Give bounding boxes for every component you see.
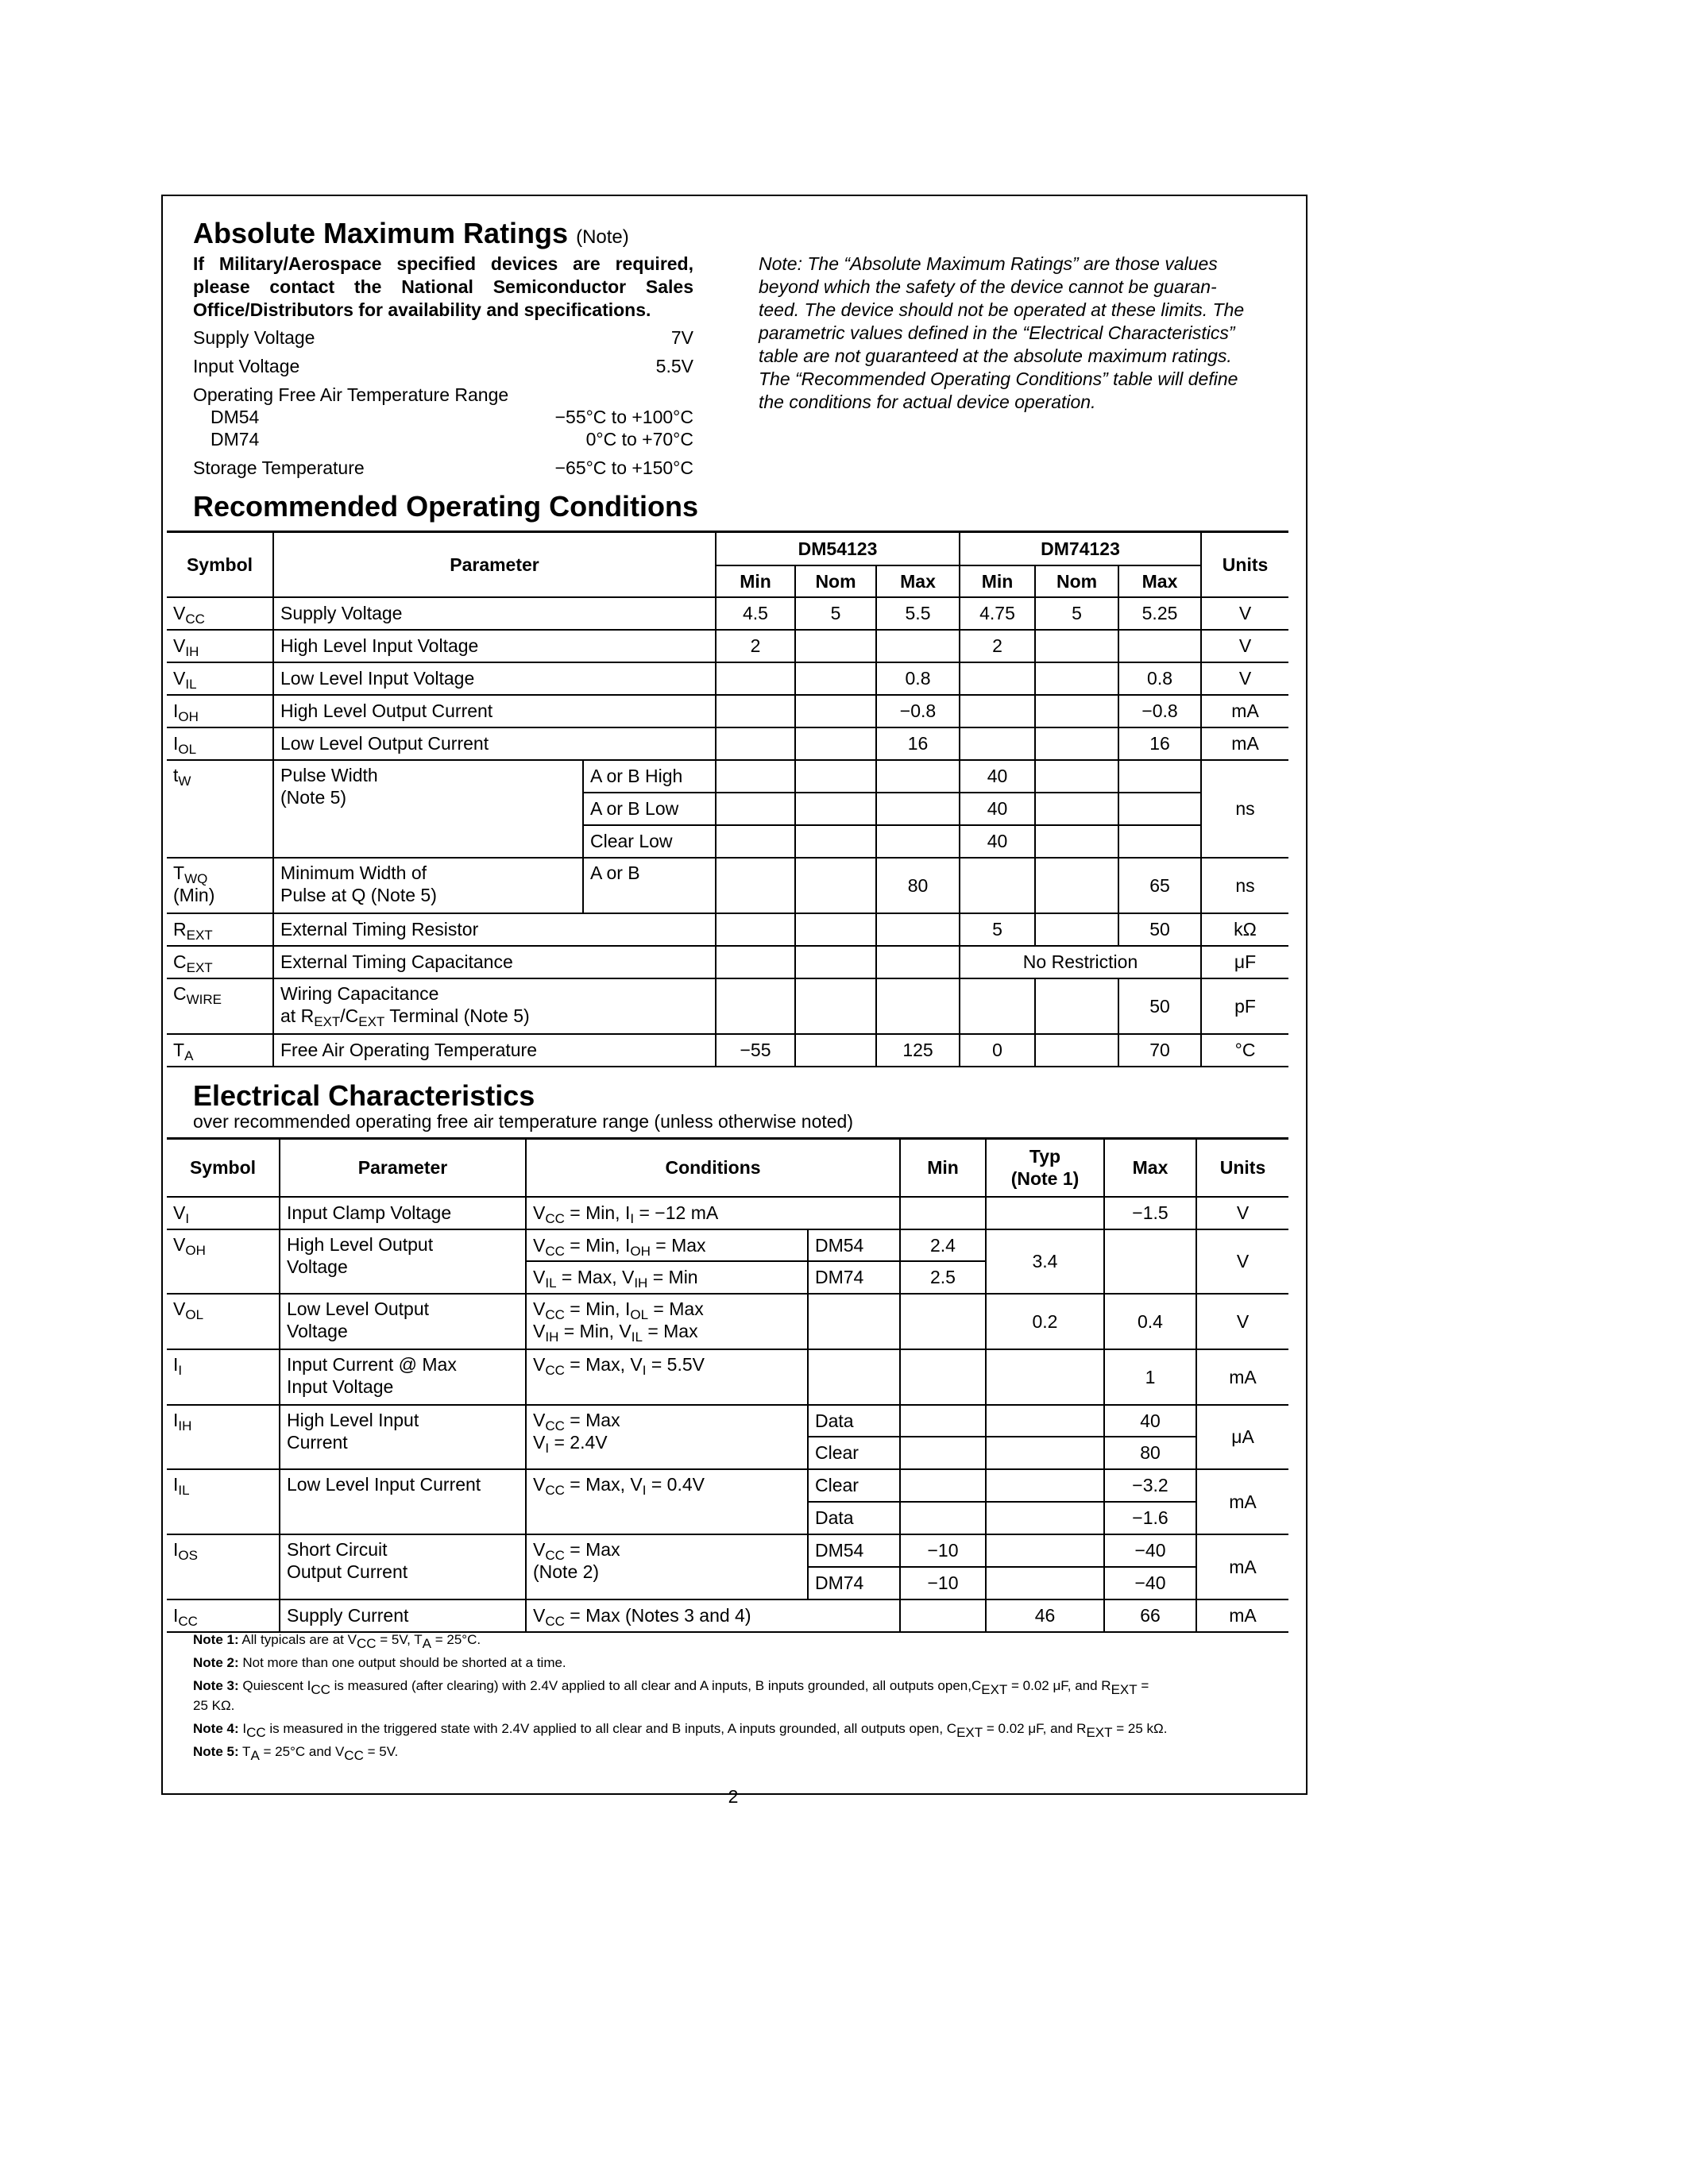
- roc-units: μF: [1201, 946, 1288, 978]
- ec-cell: 2.4: [900, 1229, 986, 1261]
- roc-condition: Clear Low: [583, 825, 716, 858]
- table-row: [167, 727, 1288, 760]
- table-row: [167, 1405, 1288, 1437]
- ec-symbol: $I_{IL}$: [167, 1469, 280, 1534]
- roc-parameter: Low Level Output Current: [273, 727, 716, 760]
- roc-units: ns: [1201, 858, 1288, 913]
- roc-parameter-header: Parameter: [273, 532, 716, 597]
- table-row: [167, 978, 1288, 1034]
- abs-note-line: The “Recommended Operating Conditions” table will define: [759, 369, 1238, 389]
- ec-units: V: [1196, 1229, 1288, 1294]
- note-5: Note 5: $T_A = 25^\circ C$ and $V_{CC} = 5V$.: [193, 1744, 399, 1763]
- ec-condition: $V_{CC}$ = Max, $V_I = 0.4V$: [526, 1469, 808, 1534]
- abs-max-title: Absolute Maximum Ratings (Note): [193, 217, 629, 249]
- roc-symbol: $I_{OH}$: [167, 695, 273, 727]
- ec-device: DM74: [808, 1261, 900, 1294]
- abs-note-line: table are not guaranteed at the absolute maximum ratings.: [759, 345, 1232, 366]
- abs-label: Storage Temperature: [193, 457, 365, 478]
- military-line-3: Office/Distributors for availability and specifications.: [193, 299, 651, 320]
- roc-cell: [795, 695, 876, 727]
- roc-cell: 5.25: [1118, 597, 1201, 630]
- roc-cell: [1035, 662, 1118, 695]
- table-row: [167, 1349, 1288, 1405]
- roc-cell: [1035, 727, 1118, 760]
- roc-parameter: External Timing Capacitance: [273, 946, 716, 978]
- ec-cell: 2.5: [900, 1261, 986, 1294]
- roc-units: V: [1201, 597, 1288, 630]
- roc-cell: 0.8: [1118, 662, 1201, 695]
- table-row: [167, 1294, 1288, 1349]
- military-line-1: If Military/Aerospace specified devices are required,: [193, 253, 693, 274]
- table-row: [167, 760, 1288, 793]
- roc-cell: No Restriction: [960, 946, 1201, 978]
- roc-nom-header: Nom: [1035, 565, 1118, 597]
- roc-units: V: [1201, 630, 1288, 662]
- ec-condition: $V_{CC}$ = Min, $I_{OH}$ = Max: [526, 1229, 808, 1261]
- ec-cell: 80: [1104, 1437, 1196, 1469]
- note-2: Note 2: Not more than one output should be shorted at a time.: [193, 1655, 566, 1670]
- roc-symbol: $I_{OL}$: [167, 727, 273, 760]
- military-line-2: please contact the National Semiconductor Sales: [193, 276, 693, 297]
- ec-condition: $V_{CC}$ = Max (Note 2): [526, 1534, 808, 1599]
- roc-condition: A or B High: [583, 760, 716, 793]
- abs-label: DM74: [211, 429, 260, 450]
- roc-cell: 5: [1035, 597, 1118, 630]
- ec-units: V: [1196, 1197, 1288, 1229]
- roc-cell: [1035, 1034, 1118, 1067]
- roc-cell: [876, 630, 960, 662]
- ec-condition: $V_{CC}$ = Max, $V_I = 5.5V$: [526, 1349, 808, 1405]
- roc-parameter: High Level Output Current: [273, 695, 716, 727]
- roc-cell: [716, 695, 795, 727]
- table-row: [167, 1599, 1288, 1632]
- roc-symbol: $V_{IH}$: [167, 630, 273, 662]
- ec-units: mA: [1196, 1349, 1288, 1405]
- roc-condition: A or B: [583, 858, 716, 913]
- ec-symbol: $V_{OL}$: [167, 1294, 280, 1349]
- roc-units-header: Units: [1201, 532, 1288, 597]
- ec-parameter: Supply Current: [280, 1599, 526, 1632]
- roc-symbol: $V_{IL}$: [167, 662, 273, 695]
- ec-condition: $V_{CC}$ = Max (Notes 3 and 4): [526, 1599, 900, 1632]
- roc-units: mA: [1201, 727, 1288, 760]
- abs-note-line: the conditions for actual device operation.: [759, 392, 1096, 412]
- roc-symbol: $T_A$: [167, 1034, 273, 1067]
- roc-cell: [795, 662, 876, 695]
- roc-title: Recommended Operating Conditions: [193, 490, 699, 523]
- roc-cell: 50: [1118, 913, 1201, 946]
- abs-value: −65°C to +150°C: [554, 457, 693, 478]
- roc-symbol: $V_{CC}$: [167, 597, 273, 630]
- ec-condition: $V_{CC}$ = Min, $I_I = -12$ mA: [526, 1197, 900, 1229]
- roc-cell: 0: [960, 1034, 1035, 1067]
- abs-value: 7V: [670, 327, 693, 348]
- roc-cell: [960, 727, 1035, 760]
- ec-max-header: Max: [1104, 1139, 1196, 1197]
- ec-input: Data: [808, 1502, 900, 1534]
- ec-parameter: Input Clamp Voltage: [280, 1197, 526, 1229]
- roc-cell: 50: [1118, 978, 1201, 1034]
- ec-parameter: High Level Output Voltage: [280, 1229, 526, 1294]
- roc-symbol-header: Symbol: [167, 532, 273, 597]
- table-row: [167, 1469, 1288, 1502]
- abs-value: −55°C to +100°C: [554, 407, 693, 427]
- ec-condition: $V_{IL}$ = Max, $V_{IH}$ = Min: [526, 1261, 808, 1294]
- roc-cell: [795, 727, 876, 760]
- ec-cell: 40: [1104, 1405, 1196, 1437]
- table-row: [167, 1534, 1288, 1567]
- roc-cell: 16: [1118, 727, 1201, 760]
- ec-cell: −1.5: [1104, 1197, 1196, 1229]
- roc-condition: A or B Low: [583, 793, 716, 825]
- ec-cell: 66: [1104, 1599, 1196, 1632]
- roc-parameter: External Timing Resistor: [273, 913, 716, 946]
- roc-cell: 4.75: [960, 597, 1035, 630]
- roc-units: V: [1201, 662, 1288, 695]
- ec-parameter: Low Level Input Current: [280, 1469, 526, 1534]
- roc-cell: −0.8: [1118, 695, 1201, 727]
- roc-max-header: Max: [1118, 565, 1201, 597]
- ec-cell: −10: [900, 1567, 986, 1599]
- ec-cell: −10: [900, 1534, 986, 1567]
- abs-note-line: parametric values defined in the “Electrical Characteristics”: [759, 322, 1235, 343]
- ec-units: V: [1196, 1294, 1288, 1349]
- ec-typ-header: Typ (Note 1): [986, 1139, 1104, 1197]
- abs-label: Supply Voltage: [193, 327, 315, 348]
- abs-note-line: Note: The “Absolute Maximum Ratings” are those values: [759, 253, 1218, 274]
- ec-cell: 1: [1104, 1349, 1196, 1405]
- ec-symbol: $I_{IH}$: [167, 1405, 280, 1469]
- table-row: [167, 1229, 1288, 1261]
- roc-cell: [1035, 630, 1118, 662]
- roc-cell: 5: [795, 597, 876, 630]
- ec-condition: $V_{CC}$ = Min, $I_{OL}$ = Max $V_{IH}$ = Min, $V_{IL}$ = Max: [526, 1294, 808, 1349]
- abs-value: 0°C to +70°C: [585, 429, 693, 450]
- roc-cell: 0.8: [876, 662, 960, 695]
- ec-device: DM54: [808, 1229, 900, 1261]
- roc-cell: [960, 695, 1035, 727]
- ec-table: [167, 1137, 1288, 1633]
- roc-cell: [716, 727, 795, 760]
- roc-cell: 2: [716, 630, 795, 662]
- table-row: [167, 597, 1288, 630]
- table-row: [167, 913, 1288, 946]
- roc-symbol: $T_{WQ}$ (Min): [167, 858, 273, 913]
- roc-cell: 2: [960, 630, 1035, 662]
- roc-parameter: High Level Input Voltage: [273, 630, 716, 662]
- table-row: [167, 1034, 1288, 1067]
- ec-input: Clear: [808, 1437, 900, 1469]
- ec-symbol: $I_{OS}$: [167, 1534, 280, 1599]
- ec-cell: 0.2: [986, 1294, 1104, 1349]
- roc-units: °C: [1201, 1034, 1288, 1067]
- roc-cell: 70: [1118, 1034, 1201, 1067]
- roc-cell: [960, 662, 1035, 695]
- ec-cell: −40: [1104, 1534, 1196, 1567]
- roc-cell: 5: [960, 913, 1035, 946]
- roc-cell: −0.8: [876, 695, 960, 727]
- ec-conditions-header: Conditions: [526, 1139, 900, 1197]
- table-row: [167, 858, 1288, 913]
- ec-device: DM54: [808, 1534, 900, 1567]
- roc-symbol: $R_{EXT}$: [167, 913, 273, 946]
- note-3: Note 3: Quiescent $I_{CC}$ is measured (after clearing) with 2.4V applied to all clear and A inputs, B inputs grounded, all outputs $open,C_{EXT} = 0.02$ μF, and $R_{EXT}$ =: [193, 1678, 1149, 1697]
- abs-value: 5.5V: [655, 356, 693, 376]
- ec-symbol: $I_I$: [167, 1349, 280, 1405]
- ec-parameter-header: Parameter: [280, 1139, 526, 1197]
- ec-cell: −40: [1104, 1567, 1196, 1599]
- ec-device: DM74: [808, 1567, 900, 1599]
- roc-cell: [795, 630, 876, 662]
- roc-dm54-header: DM54123: [716, 532, 960, 565]
- table-row: [167, 946, 1288, 978]
- ec-units: mA: [1196, 1469, 1288, 1534]
- roc-cell: [795, 1034, 876, 1067]
- abs-label: DM54: [211, 407, 260, 427]
- ec-input: Data: [808, 1405, 900, 1437]
- table-row: [167, 1197, 1288, 1229]
- roc-max-header: Max: [876, 565, 960, 597]
- ec-cell: −3.2: [1104, 1469, 1196, 1502]
- abs-note-line: beyond which the safety of the device cannot be guaran-: [759, 276, 1217, 297]
- roc-units: ns: [1201, 760, 1288, 858]
- ec-symbol: $V_{OH}$: [167, 1229, 280, 1294]
- ec-parameter: Input Current @ Max Input Voltage: [280, 1349, 526, 1405]
- roc-units: kΩ: [1201, 913, 1288, 946]
- ec-parameter: Short Circuit Output Current: [280, 1534, 526, 1599]
- ec-symbol: $I_{CC}$: [167, 1599, 280, 1632]
- ec-units: mA: [1196, 1599, 1288, 1632]
- roc-cell: 5.5: [876, 597, 960, 630]
- ec-input: Clear: [808, 1469, 900, 1502]
- ec-subtitle: over recommended operating free air temperature range (unless otherwise noted): [193, 1111, 853, 1132]
- abs-label: Input Voltage: [193, 356, 300, 376]
- ec-cell: 3.4: [986, 1229, 1104, 1294]
- table-row: [167, 630, 1288, 662]
- ec-parameter: Low Level Output Voltage: [280, 1294, 526, 1349]
- roc-parameter: Supply Voltage: [273, 597, 716, 630]
- ec-units-header: Units: [1196, 1139, 1288, 1197]
- ec-parameter: High Level Input Current: [280, 1405, 526, 1469]
- roc-symbol: $t_W$: [167, 760, 273, 858]
- roc-min-header: Min: [960, 565, 1035, 597]
- roc-cell: [1118, 630, 1201, 662]
- roc-cell: 40: [960, 825, 1035, 858]
- roc-cell: 65: [1118, 858, 1201, 913]
- ec-cell: 0.4: [1104, 1294, 1196, 1349]
- note-1: Note 1: All typicals are at $V_{CC} = 5V$, $T_A = 25^\circ C$.: [193, 1632, 481, 1651]
- ec-title: Electrical Characteristics: [193, 1079, 535, 1112]
- roc-symbol: $C_{EXT}$: [167, 946, 273, 978]
- roc-cell: 40: [960, 760, 1035, 793]
- roc-symbol: $C_{WIRE}$: [167, 978, 273, 1034]
- abs-note-line: teed. The device should not be operated at these limits. The: [759, 299, 1245, 320]
- ec-units: μA: [1196, 1405, 1288, 1469]
- roc-cell: 4.5: [716, 597, 795, 630]
- page-number: 2: [728, 1786, 739, 1807]
- roc-cell: 16: [876, 727, 960, 760]
- roc-cell: −55: [716, 1034, 795, 1067]
- abs-label: Operating Free Air Temperature Range: [193, 384, 509, 405]
- ec-units: mA: [1196, 1534, 1288, 1599]
- table-row: [167, 662, 1288, 695]
- note-4: Note 4: $I_{CC}$ is measured in the triggered state with 2.4V applied to all clear and B inputs, A inputs grounded, all outputs open, $C_{EXT} = 0.02$ μF, and $R_{EXT} = 25$ kΩ.: [193, 1721, 1168, 1740]
- ec-symbol-header: Symbol: [167, 1139, 280, 1197]
- roc-table: [167, 531, 1288, 1067]
- roc-units: pF: [1201, 978, 1288, 1034]
- roc-cell: [716, 662, 795, 695]
- roc-min-header: Min: [716, 565, 795, 597]
- ec-cell: 46: [986, 1599, 1104, 1632]
- table-row: [167, 695, 1288, 727]
- roc-parameter: Wiring Capacitance at $R_{EXT}/C_{EXT}$ Terminal (Note 5): [273, 978, 716, 1034]
- ec-symbol: $V_I$: [167, 1197, 280, 1229]
- roc-nom-header: Nom: [795, 565, 876, 597]
- roc-parameter: Minimum Width of Pulse at Q (Note 5): [273, 858, 583, 913]
- roc-cell: 40: [960, 793, 1035, 825]
- ec-cell: −1.6: [1104, 1502, 1196, 1534]
- note-3-cont: 25 KΩ.: [193, 1698, 235, 1713]
- roc-parameter: Free Air Operating Temperature: [273, 1034, 716, 1067]
- roc-units: mA: [1201, 695, 1288, 727]
- roc-cell: 125: [876, 1034, 960, 1067]
- roc-dm74-header: DM74123: [960, 532, 1201, 565]
- roc-parameter: Pulse Width (Note 5): [273, 760, 583, 858]
- ec-min-header: Min: [900, 1139, 986, 1197]
- roc-cell: 80: [876, 858, 960, 913]
- roc-parameter: Low Level Input Voltage: [273, 662, 716, 695]
- roc-cell: [1035, 695, 1118, 727]
- ec-condition: $V_{CC}$ = Max $V_I = 2.4V$: [526, 1405, 808, 1469]
